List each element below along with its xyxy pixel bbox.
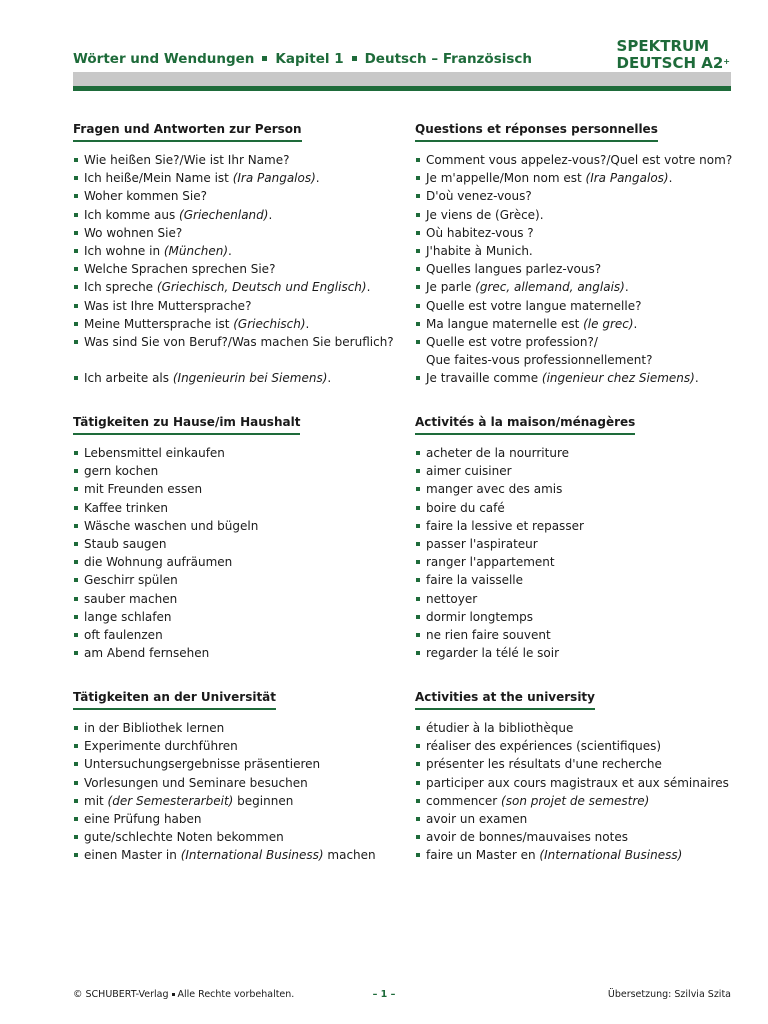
item-text: regarder la télé le soir <box>426 646 560 661</box>
list-item <box>415 644 733 662</box>
separator-square-icon <box>262 56 267 61</box>
list-item <box>415 499 733 517</box>
item-text: Ich arbeite als <box>84 371 173 386</box>
list-item <box>73 462 408 480</box>
list-item <box>73 187 408 205</box>
phrase-list <box>73 444 408 662</box>
footer-copyright-a: © SCHUBERT-Verlag <box>73 989 169 1000</box>
list-item <box>415 828 733 846</box>
item-after: . <box>268 207 273 222</box>
list-item <box>415 517 733 535</box>
item-text: am Abend fernsehen <box>84 646 210 661</box>
phrase-list <box>73 151 408 387</box>
list-item <box>415 206 733 224</box>
document-title <box>73 51 532 67</box>
list-item <box>415 297 733 315</box>
item-text: gern kochen <box>84 464 159 479</box>
footer-copyright-b: Alle Rechte vorbehalten. <box>177 989 295 1000</box>
item-italic: (Griechisch, Deutsch und Englisch) <box>156 280 367 295</box>
item-text: avoir un examen <box>426 812 528 827</box>
item-text: mit <box>84 793 108 808</box>
list-item <box>415 755 733 773</box>
column-right <box>415 686 733 865</box>
item-text: Wie heißen Sie?/Wie ist Ihr Name? <box>84 153 290 167</box>
item-text: Lebensmittel einkaufen <box>84 446 225 460</box>
list-item <box>73 846 408 864</box>
item-after: beginnen <box>233 793 294 808</box>
item-text: manger avec des amis <box>426 482 563 497</box>
item-text: Ich spreche <box>84 280 157 295</box>
item-text: mit Freunden essen <box>84 482 203 497</box>
list-item <box>73 737 408 755</box>
item-after: . <box>694 371 699 386</box>
list-item <box>73 278 408 296</box>
column-left <box>73 118 408 387</box>
list-item <box>415 333 733 351</box>
list-item <box>73 206 408 224</box>
list-item <box>73 644 408 662</box>
list-item <box>73 792 408 810</box>
list-item <box>73 260 408 278</box>
item-text: Je viens de (Grèce). <box>426 207 544 222</box>
item-italic: (son projet de semestre) <box>501 793 650 808</box>
item-italic: (Griechenland) <box>179 207 269 222</box>
list-item <box>73 517 408 535</box>
list-item <box>415 351 733 369</box>
phrase-list <box>415 444 733 662</box>
item-text: sauber machen <box>84 591 178 606</box>
item-text: commencer <box>426 793 502 808</box>
list-item <box>415 535 733 553</box>
list-item <box>73 608 408 626</box>
title-part-1: Wörter und Wendungen <box>73 51 255 67</box>
list-item <box>73 315 408 333</box>
list-item <box>415 444 733 462</box>
list-item <box>73 571 408 589</box>
item-text: réaliser des expériences (scientifiques) <box>426 739 662 754</box>
item-after: machen <box>323 848 376 863</box>
separator-square-icon <box>352 56 357 61</box>
item-text: boire du café <box>426 500 505 515</box>
phrase-list <box>73 719 408 865</box>
item-text: Staub saugen <box>84 537 167 552</box>
item-text: Ma langue maternelle est <box>426 316 584 331</box>
section-heading: Tätigkeiten zu Hause/im Haushalt <box>73 415 300 435</box>
list-item <box>415 169 733 187</box>
list-item <box>73 499 408 517</box>
list-item <box>415 315 733 333</box>
item-text: J'habite à Munich. <box>426 244 533 259</box>
item-after: . <box>305 316 310 331</box>
item-text: Quelles langues parlez-vous? <box>426 262 602 277</box>
item-text: Experimente durchführen <box>84 739 238 754</box>
list-item <box>73 224 408 242</box>
item-text: Untersuchungsergebnisse präsentieren <box>84 757 321 772</box>
header-band-gray <box>73 72 731 86</box>
item-text: aimer cuisiner <box>426 464 512 479</box>
list-item <box>73 297 408 315</box>
section-heading: Tätigkeiten an der Universität <box>73 690 276 710</box>
list-item <box>73 810 408 828</box>
item-italic: (Ira Pangalos) <box>585 171 669 186</box>
list-item <box>415 774 733 792</box>
item-text: Je travaille comme <box>426 371 542 386</box>
item-text: Quelle est votre profession?/ <box>426 335 598 350</box>
item-text: die Wohnung aufräumen <box>84 555 233 570</box>
list-item <box>415 719 733 737</box>
item-after: . <box>228 244 232 259</box>
list-item <box>415 792 733 810</box>
brand-line-2 <box>617 55 730 72</box>
item-text: présenter les résultats d'une recherche <box>426 757 662 772</box>
list-item <box>73 169 408 187</box>
item-text: Je parle <box>426 280 476 295</box>
list-item <box>73 828 408 846</box>
list-item <box>415 480 733 498</box>
list-item <box>415 810 733 828</box>
item-text: Ich komme aus <box>84 207 180 222</box>
item-italic: (International Business) <box>180 848 324 863</box>
item-italic: (ingenieur chez Siemens) <box>541 371 695 386</box>
list-item <box>415 278 733 296</box>
item-text: participer aux cours magistraux et aux séminaires <box>426 775 729 790</box>
section-heading: Questions et réponses personnelles <box>415 122 658 142</box>
item-text: Wäsche waschen und bügeln <box>84 518 259 533</box>
item-text: passer l'aspirateur <box>426 537 538 552</box>
phrase-list <box>415 719 733 865</box>
item-text: Was ist Ihre Muttersprache? <box>84 298 252 313</box>
item-text: Geschirr spülen <box>84 573 178 588</box>
header-band-green <box>73 86 731 91</box>
item-italic: (International Business) <box>539 848 683 863</box>
item-text: Comment vous appelez-vous?/Quel est votre nom? <box>426 153 733 167</box>
list-item <box>415 462 733 480</box>
list-item <box>415 151 733 169</box>
item-text: faire la lessive et repasser <box>426 518 584 533</box>
item-text: Où habitez-vous ? <box>426 225 534 240</box>
item-italic: (München) <box>163 244 228 259</box>
list-item <box>415 737 733 755</box>
item-text: in der Bibliothek lernen <box>84 721 225 735</box>
item-italic: (Ingenieurin bei Siemens) <box>172 371 328 386</box>
list-item <box>73 333 408 351</box>
item-text: étudier à la bibliothèque <box>426 721 574 735</box>
list-item <box>73 755 408 773</box>
list-item <box>415 224 733 242</box>
column-left <box>73 411 408 662</box>
item-text: faire la vaisselle <box>426 573 524 588</box>
list-item <box>73 626 408 644</box>
item-italic: (der Semesterarbeit) <box>107 793 234 808</box>
section-heading: Activities at the university <box>415 690 595 710</box>
brand-line-1: SPEKTRUM <box>616 37 710 55</box>
item-text: Vorlesungen und Seminare besuchen <box>84 775 308 790</box>
item-text: eine Prüfung haben <box>84 812 202 827</box>
item-italic: (grec, allemand, anglais) <box>475 280 625 295</box>
item-text: einen Master in <box>84 848 181 863</box>
item-after: . <box>327 371 332 386</box>
item-text: faire un Master en <box>426 848 540 863</box>
list-item <box>73 535 408 553</box>
item-text: avoir de bonnes/mauvaises notes <box>426 830 628 845</box>
list-item <box>415 260 733 278</box>
item-text: lange schlafen <box>84 609 172 624</box>
item-text: oft faulenzen <box>84 628 163 643</box>
list-item <box>73 553 408 571</box>
item-text: Welche Sprachen sprechen Sie? <box>84 262 276 277</box>
list-item <box>73 151 408 169</box>
list-item <box>415 369 733 387</box>
item-after: . <box>668 171 673 186</box>
item-text: gute/schlechte Noten bekommen <box>84 830 284 845</box>
column-right <box>415 118 733 388</box>
item-text: Que faites-vous professionnellement? <box>426 353 653 368</box>
column-left <box>73 686 408 865</box>
list-item <box>415 590 733 608</box>
item-text: acheter de la nourriture <box>426 446 569 460</box>
section-heading: Activités à la maison/ménagères <box>415 415 635 435</box>
item-italic: (le grec) <box>583 316 634 331</box>
list-item <box>415 553 733 571</box>
list-item <box>73 590 408 608</box>
item-text: nettoyer <box>426 591 478 606</box>
item-text: D'où venez-vous? <box>426 189 532 204</box>
page-number: – 1 – <box>372 989 396 1000</box>
item-text: Ich wohne in <box>84 244 164 259</box>
title-part-2: Kapitel 1 <box>275 51 344 67</box>
item-after: . <box>633 316 638 331</box>
list-item <box>73 774 408 792</box>
item-text: Kaffee trinken <box>84 500 168 515</box>
item-text: Ich heiße/Mein Name ist <box>84 171 233 186</box>
brand-line-2-text: DEUTSCH A2 <box>616 54 724 72</box>
list-item <box>415 187 733 205</box>
item-text: ne rien faire souvent <box>426 628 551 643</box>
column-right <box>415 411 733 662</box>
phrase-list <box>415 151 733 388</box>
list-item <box>415 846 733 864</box>
list-item <box>73 719 408 737</box>
footer-translator: Übersetzung: Szilvia Szita <box>607 989 731 1000</box>
item-after: . <box>315 171 320 186</box>
item-italic: (Ira Pangalos) <box>232 171 316 186</box>
item-after: . <box>624 280 629 295</box>
list-item <box>73 480 408 498</box>
list-item <box>73 444 408 462</box>
item-text: Meine Muttersprache ist <box>84 316 234 331</box>
item-text: ranger l'appartement <box>426 555 555 570</box>
item-after: . <box>366 280 371 295</box>
list-item <box>73 369 408 387</box>
brand-logo <box>617 38 730 72</box>
item-text: Je m'appelle/Mon nom est <box>426 171 586 186</box>
list-item <box>415 626 733 644</box>
section-heading: Fragen und Antworten zur Person <box>73 122 302 142</box>
item-text: Woher kommen Sie? <box>84 189 207 204</box>
item-text: Was sind Sie von Beruf?/Was machen Sie beruflich? <box>84 335 394 350</box>
brand-sup: + <box>723 57 730 66</box>
list-item <box>73 242 408 260</box>
item-text: dormir longtemps <box>426 609 533 624</box>
item-text: Wo wohnen Sie? <box>84 225 183 240</box>
item-italic: (Griechisch) <box>233 316 306 331</box>
item-text: Quelle est votre langue maternelle? <box>426 298 642 313</box>
list-item <box>415 608 733 626</box>
list-item <box>415 571 733 589</box>
title-part-3: Deutsch – Französisch <box>364 51 532 67</box>
list-item <box>415 242 733 260</box>
